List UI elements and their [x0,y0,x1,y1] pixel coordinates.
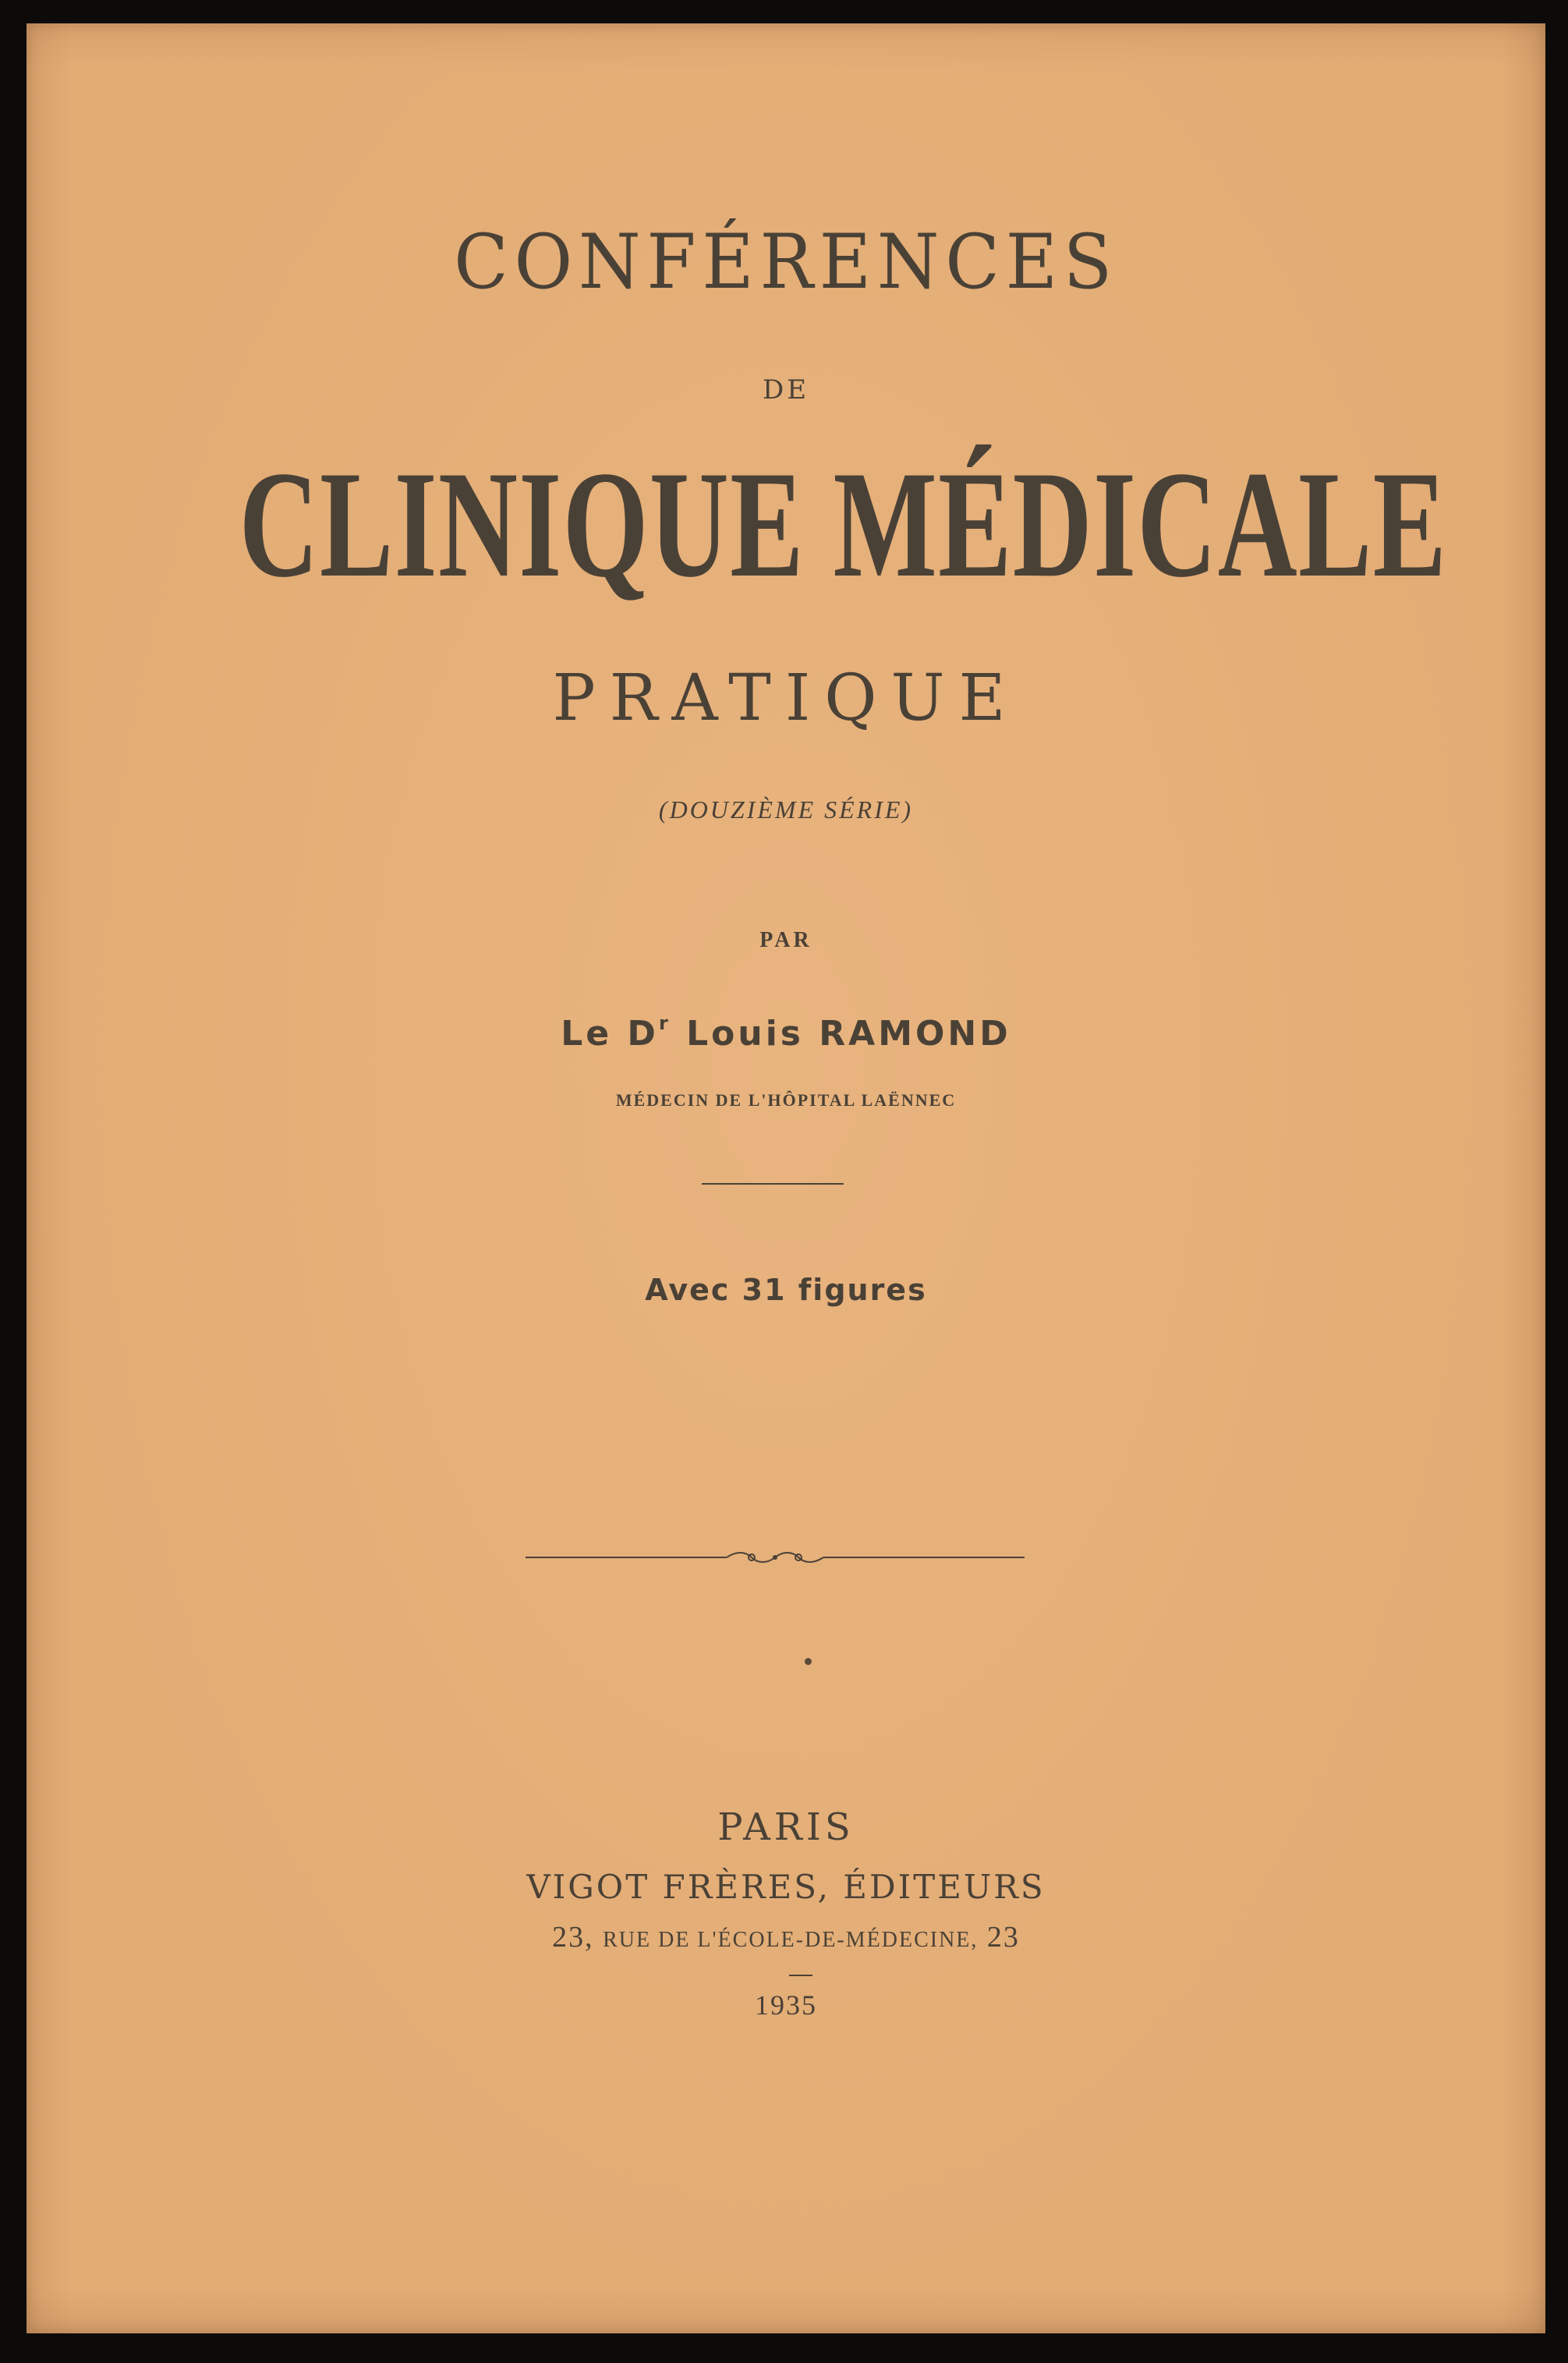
publisher: VIGOT FRÈRES, ÉDITEURS [526,1868,1046,1906]
book-cover [27,23,1545,2333]
title-pratique: PRATIQUE [552,661,1020,735]
divider-rule [702,1183,844,1185]
author-prefix: Le D [561,1014,659,1054]
address [27,1920,1545,1954]
year-dash [789,1975,812,1976]
city: PARIS [717,1805,855,1849]
author-sup: r [658,1012,671,1035]
title-clinique-medicale: CLINIQUE MÉDICALE [239,440,1448,609]
title-conferences: CONFÉRENCES [454,218,1118,306]
address-street: RUE DE L'ÉCOLE-DE-MÉDECINE, [603,1928,979,1952]
by-label: PAR [759,928,812,952]
ornament-divider [526,1548,1025,1567]
address-number-left: 23, [552,1921,594,1954]
publication-year: 1935 [755,1989,817,2021]
author-line [27,1014,1545,1054]
series-label: (DOUZIÈME SÉRIE) [658,795,914,824]
author-role: MÉDECIN DE L'HÔPITAL LAËNNEC [615,1090,957,1110]
ink-spot [805,1658,812,1665]
title-de: DE [762,374,810,406]
figures-note: Avec 31 figures [645,1273,927,1307]
author-name: Louis RAMOND [686,1014,1011,1054]
address-number-right: 23 [986,1921,1020,1954]
